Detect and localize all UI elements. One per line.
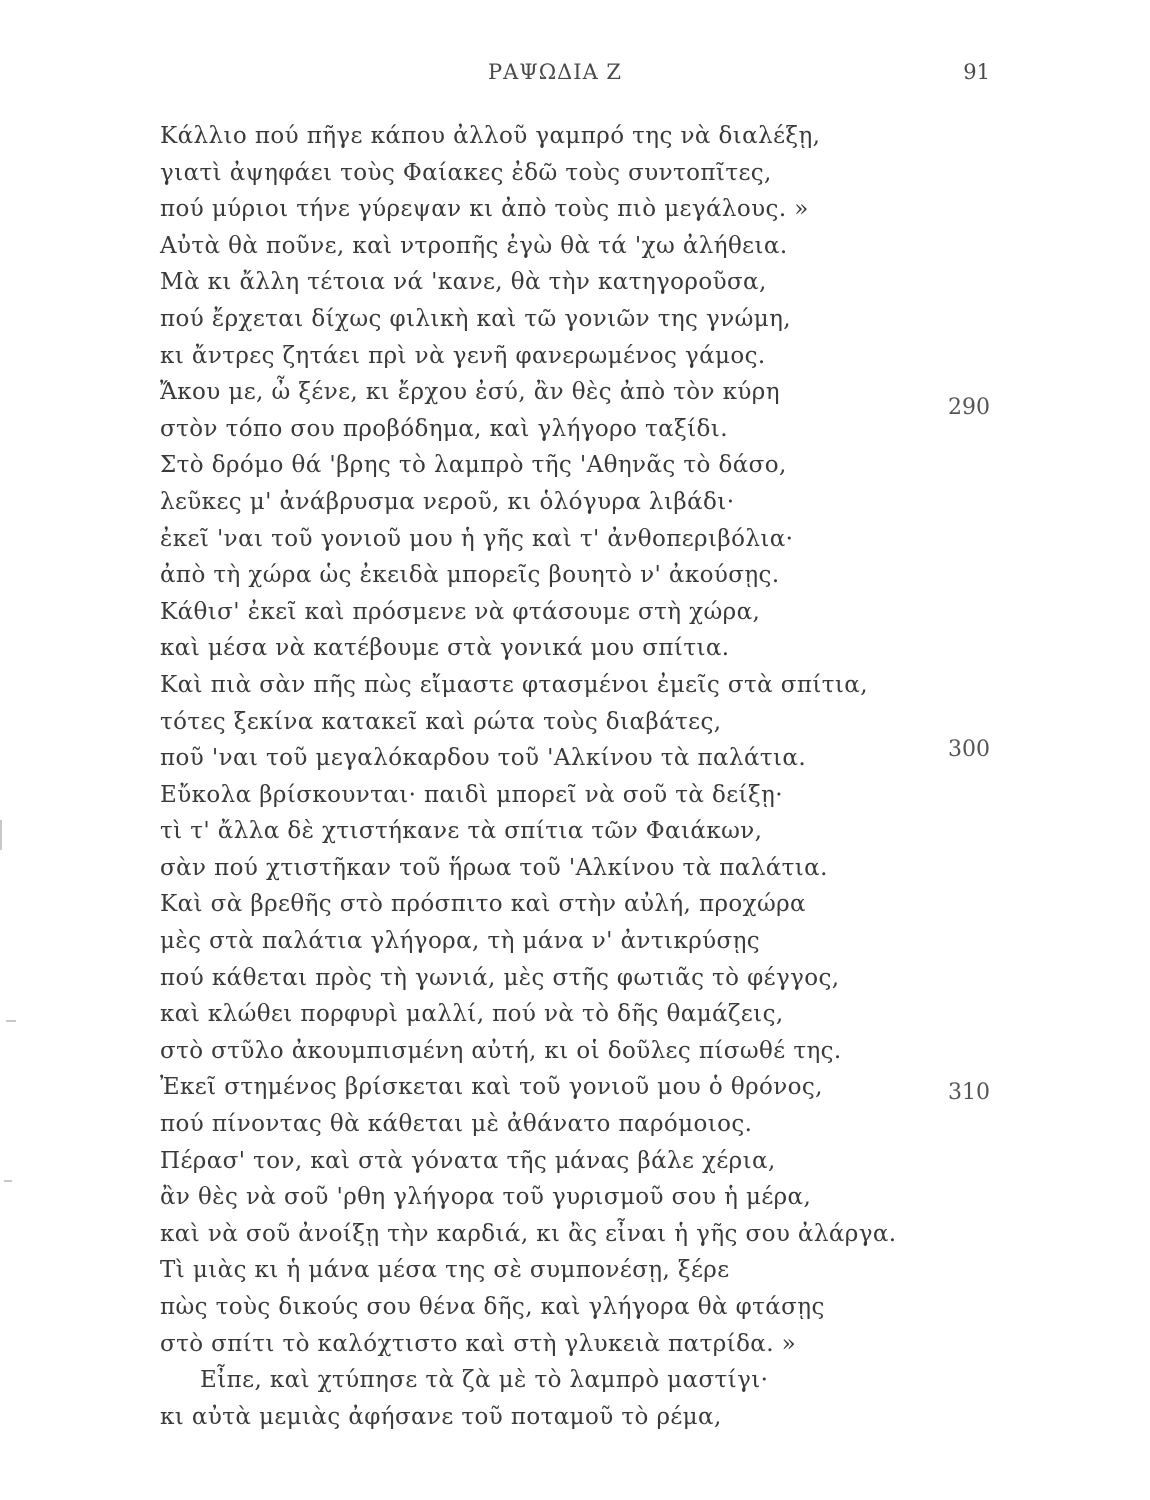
verse-line: ἀπὸ τὴ χώρα ὡς ἐκειδὰ μπορεῖς βουητὸ ν' ἀκούσῃς. — [160, 562, 780, 589]
verse-line: Πέρασ' τον, καὶ στὰ γόνατα τῆς μάνας βάλε χέρια, — [160, 1147, 776, 1174]
verse-line: κι αὐτὰ μεμιὰς ἀφήσανε τοῦ ποταμοῦ τὸ ρέμα, — [160, 1403, 722, 1430]
verse-line: ἂν θὲς νὰ σοῦ 'ρθη γλήγορα τοῦ γυρισμοῦ σου ἡ μέρα, — [160, 1184, 812, 1211]
verse-line: πού πίνοντας θὰ κάθεται μὲ ἀθάνατο παρόμοιος. — [160, 1111, 753, 1138]
verse-line: Καὶ πιὰ σὰν πῆς πὼς εἴμαστε φτασμένοι ἐμεῖς στὰ σπίτια, — [160, 671, 868, 698]
scan-artifact — [0, 820, 2, 850]
line-number-310: 310 — [948, 1080, 990, 1105]
verse-line: πὼς τοὺς δικούς σου θένα δῆς, καὶ γλήγορα θὰ φτάσῃς — [160, 1294, 825, 1320]
verse-line: Ἄκου με, ὦ ξένε, κι ἔρχου ἐσύ, ἂν θὲς ἀπὸ τὸν κύρη — [160, 379, 780, 406]
verse-line: πού κάθεται πρὸς τὴ γωνιά, μὲς στῆς φωτιᾶς τὸ φέγγος, — [160, 964, 840, 991]
verse-line: Καὶ σὰ βρεθῆς στὸ πρόσπιτο καὶ στὴν αὐλή, προχώρα — [160, 891, 806, 918]
verse-line: Στὸ δρόμο θά 'βρης τὸ λαμπρὸ τῆς 'Αθηνᾶς τὸ δάσο, — [160, 452, 787, 479]
verse-line: στὸ σπίτι τὸ καλόχτιστο καὶ στὴ γλυκειὰ πατρίδα. » — [160, 1330, 797, 1357]
scan-artifact — [4, 1180, 12, 1182]
verse-line: τότες ξεκίνα κατακεῖ καὶ ρώτα τοὺς διαβάτες, — [160, 708, 722, 735]
verse-line: κι ἄντρες ζητάει πρὶ νὰ γενῆ φανερωμένος γάμος. — [160, 342, 766, 369]
verse-line: καὶ κλώθει πορφυρὶ μαλλί, πού νὰ τὸ δῆς θαμάζεις, — [160, 1001, 784, 1028]
verse-line: Εὔκολα βρίσκουνται· παιδὶ μπορεῖ νὰ σοῦ τὰ δείξῃ· — [160, 781, 783, 808]
verse-line: Αὐτὰ θὰ ποῦνε, καὶ ντροπῆς ἐγὼ θὰ τά 'χω ἀλήθεια. — [160, 232, 788, 259]
verse-line: πού ἔρχεται δίχως φιλικὴ καὶ τῶ γονιῶν της γνώμη, — [160, 305, 791, 332]
verse-line: Μὰ κι ἄλλη τέτοια νά 'κανε, θὰ τὴν κατηγοροῦσα, — [160, 269, 767, 296]
verse-line: καὶ μέσα νὰ κατέβουμε στὰ γονικά μου σπίτια. — [160, 635, 730, 662]
verse-line: λεῦκες μ' ἀνάβρυσμα νεροῦ, κι ὁλόγυρα λιβάδι· — [160, 488, 735, 515]
verse-line: Κάθισ' ἐκεῖ καὶ πρόσμενε νὰ φτάσουμε στὴ χώρα, — [160, 598, 761, 625]
verse-line: γιατὶ ἀψηφάει τοὺς Φαίακες ἐδῶ τοὺς συντοπῖτες, — [160, 159, 772, 186]
verse-line: μὲς στὰ παλάτια γλήγορα, τὴ μάνα ν' ἀντικρύσῃς — [160, 928, 761, 955]
line-number-300: 300 — [948, 737, 990, 762]
verse-line: ποῦ 'ναι τοῦ μεγαλόκαρδου τοῦ 'Αλκίνου τὰ παλάτια. — [160, 745, 807, 772]
verse-line: τὶ τ' ἄλλα δὲ χτιστήκανε τὰ σπίτια τῶν Φαιάκων, — [160, 818, 763, 845]
verse-line: στὸν τόπο σου προβόδημα, καὶ γλήγορο ταξίδι. — [160, 415, 728, 442]
verse-line-indented: Εἶπε, καὶ χτύπησε τὰ ζὰ μὲ τὸ λαμπρὸ μαστίγι· — [200, 1367, 769, 1394]
verse-line: Ἐκεῖ στημένος βρίσκεται καὶ τοῦ γονιοῦ μου ὁ θρόνος, — [160, 1074, 823, 1101]
verse-line: Τὶ μιὰς κι ἡ μάνα μέσα της σὲ συμπονέσῃ, ξέρε — [160, 1257, 730, 1284]
verse-line: ἐκεῖ 'ναι τοῦ γονιοῦ μου ἡ γῆς καὶ τ' ἀνθοπεριβόλια· — [160, 525, 794, 552]
verse-list — [160, 118, 920, 1435]
verse-line: Κάλλιο πού πῆγε κάπου ἀλλοῦ γαμπρό της νὰ διαλέξῃ, — [160, 123, 821, 149]
verse-line: πού μύριοι τήνε γύρεψαν κι ἀπὸ τοὺς πιὸ μεγάλους. » — [160, 196, 809, 223]
running-title: ΡΑΨΩΔΙΑ Ζ — [487, 60, 622, 84]
verse-line: σὰν πού χτιστῆκαν τοῦ ἥρωα τοῦ 'Αλκίνου τὰ παλάτια. — [160, 854, 828, 881]
scan-artifact — [6, 1020, 16, 1022]
page-number: 91 — [963, 60, 990, 84]
verse-line: στὸ στῦλο ἀκουμπισμένη αὐτή, κι οἱ δοῦλες πίσωθέ της. — [160, 1037, 842, 1064]
line-number-290: 290 — [948, 395, 990, 420]
verse-line: καὶ νὰ σοῦ ἀνοίξῃ τὴν καρδιά, κι ἂς εἶναι ἡ γῆς σου ἀλάργα. — [160, 1220, 897, 1247]
